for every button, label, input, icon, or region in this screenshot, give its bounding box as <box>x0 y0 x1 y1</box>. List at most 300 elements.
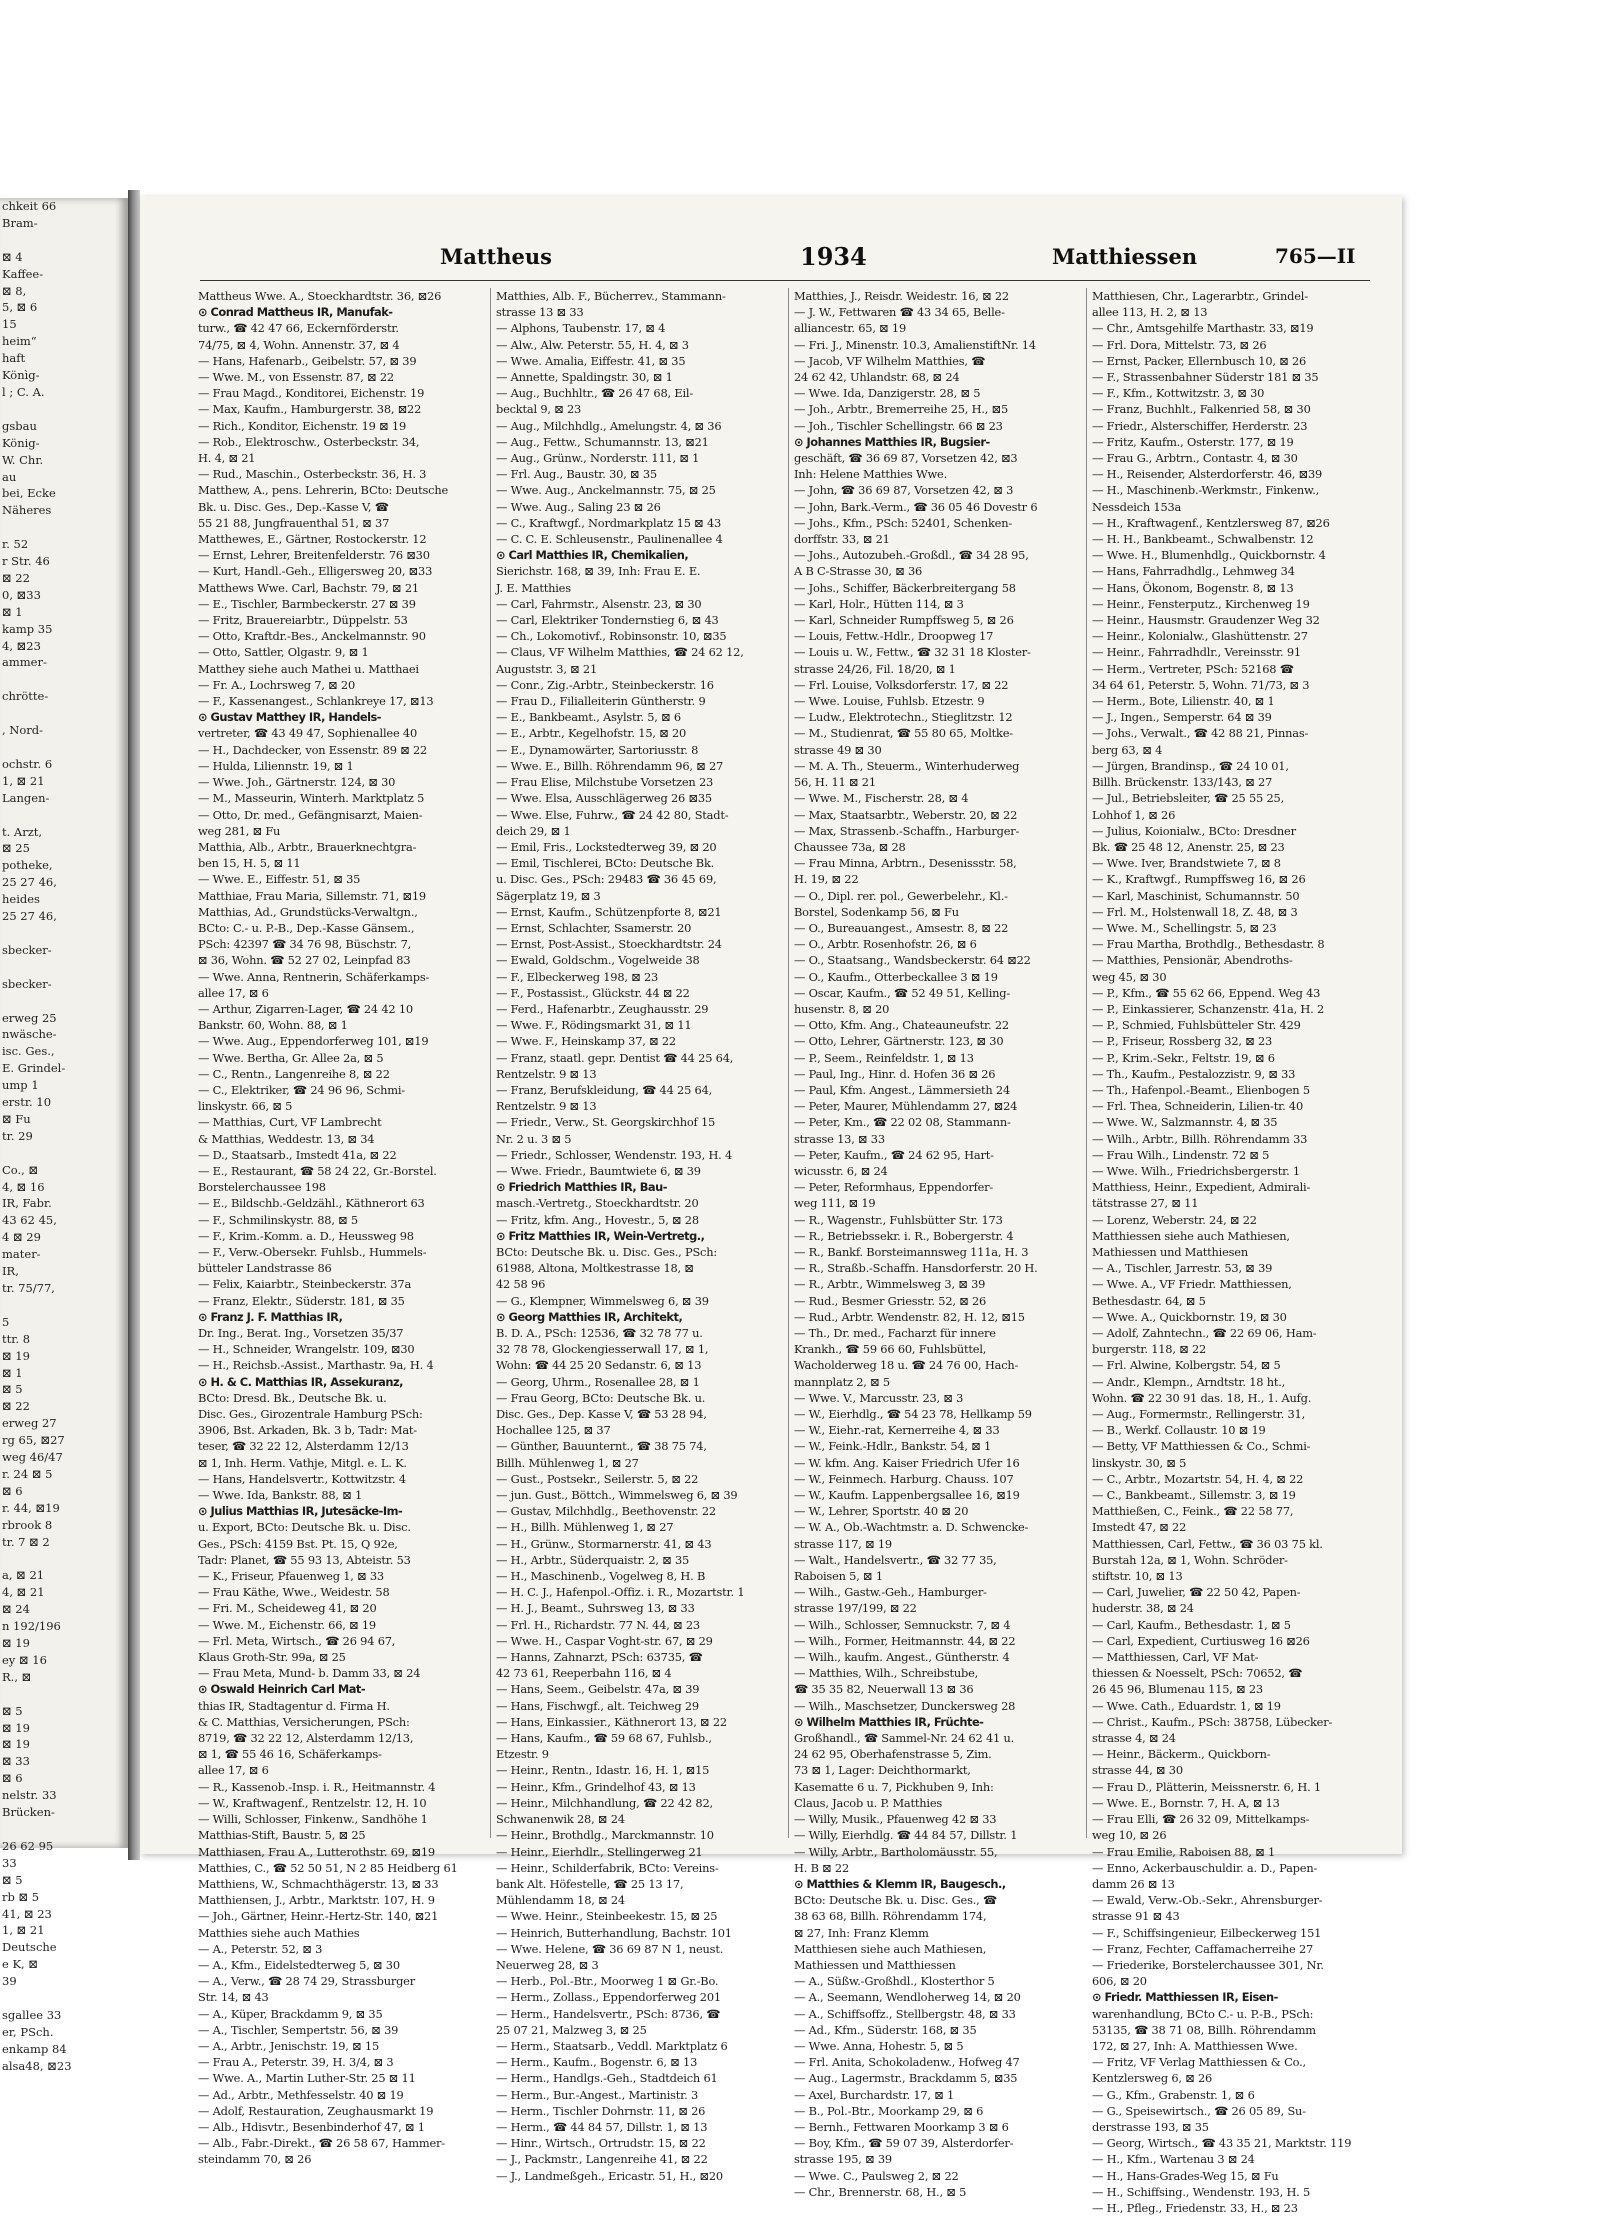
directory-entry-line: — Wwe. V., Marcusstr. 23, ⊠ 3 <box>794 1390 964 1405</box>
directory-entry-line: — Hans, Handelsvertr., Kottwitzstr. 4 <box>198 1471 406 1486</box>
directory-entry-line: ⊙ Julius Matthias IR, Jutesäcke-Im- <box>198 1504 403 1519</box>
previous-page-fragment: ⊠ 33 <box>2 1754 30 1769</box>
directory-entry-line: — F., Schiffsingenieur, Eilbeckerweg 151 <box>1092 1925 1322 1940</box>
directory-entry-line: — Lorenz, Weberstr. 24, ⊠ 22 <box>1092 1212 1257 1227</box>
directory-entry-line: Wohn: ☎ 44 25 20 Sedanstr. 6, ⊠ 13 <box>496 1358 702 1373</box>
directory-entry-line: Matthey siehe auch Mathei u. Matthaei <box>198 661 419 676</box>
previous-page-fragment: Co., ⊠ <box>2 1162 39 1177</box>
directory-entry-line: — Hanns, Zahnarzt, PSch: 63735, ☎ <box>496 1650 703 1665</box>
directory-entry-line: — Emil, Tischlerei, BCto: Deutsche Bk. <box>496 856 715 871</box>
directory-page <box>140 196 1402 2215</box>
directory-entry-line: Matthiasen, Frau A., Lutterothstr. 69, ⊠19 <box>198 1844 435 1859</box>
directory-entry-line: — E., Bankbeamt., Asylstr. 5, ⊠ 6 <box>496 710 681 725</box>
directory-entry-line: Etzestr. 9 <box>496 1747 549 1762</box>
previous-page-fragment: heim“ <box>2 334 37 349</box>
previous-page-fragment: potheke, <box>2 858 53 873</box>
directory-entry-line: — H., Grünw., Stormarnerstr. 41, ⊠ 43 <box>496 1536 712 1551</box>
directory-entry-line: ben 15, H. 5, ⊠ 11 <box>198 856 301 871</box>
directory-entry-line: — J. W., Fettwaren ☎ 43 34 65, Belle- <box>794 305 1005 320</box>
directory-entry-line: — Herm., Staatsarb., Veddl. Marktplatz 6 <box>496 2038 728 2053</box>
directory-entry-line: — Heinr., Kolonialw., Glashüttenstr. 27 <box>1092 629 1308 644</box>
directory-entry-line: — Frl. Thea, Schneiderin, Lilien-tr. 40 <box>1092 1099 1304 1114</box>
directory-entry-line: burgerstr. 118, ⊠ 22 <box>1092 1342 1207 1357</box>
directory-entry-line: Sierichstr. 168, ⊠ 39, Inh: Frau E. E. <box>496 564 701 579</box>
previous-page-fragment: Näheres <box>2 503 52 518</box>
directory-entry-line: — W., Kraftwagenf., Rentzelstr. 12, H. 10 <box>198 1795 427 1810</box>
previous-page-fragment: chkeit 66 <box>2 199 57 213</box>
directory-entry-line: — Frl. Aug., Baustr. 30, ⊠ 35 <box>496 467 657 482</box>
directory-entry-line: — Wwe. A., Quickbornstr. 19, ⊠ 30 <box>1092 1309 1287 1324</box>
directory-entry-line: becktal 9, ⊠ 23 <box>496 402 582 417</box>
previous-page-fragment: König- <box>2 435 40 450</box>
directory-entry-line: — M. A. Th., Steuerm., Winterhuderweg <box>794 758 1020 773</box>
previous-page-fragment: chrötte- <box>2 689 49 704</box>
directory-entry-line: u. Disc. Ges., PSch: 29483 ☎ 36 45 69, <box>496 872 717 887</box>
directory-entry-line: — Otto, Dr. med., Gefängnisarzt, Maien- <box>198 807 423 822</box>
directory-entry-line: — Otto, Kraftdr.-Bes., Anckelmannstr. 90 <box>198 629 426 644</box>
directory-entry-line: — Aug., Lagermstr., Brackdamm 5, ⊠35 <box>794 2071 1018 2086</box>
directory-entry-line: — Hulda, Liliennstr. 19, ⊠ 1 <box>198 758 354 773</box>
directory-entry-line: — Johs., Schiffer, Bäckerbreitergang 58 <box>794 580 1016 595</box>
directory-entry-line: — Wwe. H., Caspar Voght-str. 67, ⊠ 29 <box>496 1633 713 1648</box>
column-1 <box>198 288 483 2167</box>
directory-entry-line: — A., Schiffsoffz., Stellbergstr. 48, ⊠ 33 <box>794 2006 1016 2021</box>
previous-page-fragment: 0, ⊠33 <box>2 587 41 602</box>
directory-entry-line: — E., Dynamowärter, Sartoriusstr. 8 <box>496 742 699 757</box>
directory-entry-line: — Aug., Formermstr., Rellingerstr. 31, <box>1092 1407 1306 1422</box>
previous-page-fragment: tr. 7 ⊠ 2 <box>2 1534 50 1549</box>
directory-entry-line: weg 45, ⊠ 30 <box>1092 969 1167 984</box>
directory-entry-line: — H., Schiffsing., Wendenstr. 193, H. 5 <box>1092 2184 1311 2199</box>
directory-entry-line: — A., Tischler, Sempertstr. 56, ⊠ 39 <box>198 2022 399 2037</box>
directory-entry-line: — Paul, Kfm. Angest., Lämmersieth 24 <box>794 1082 1011 1097</box>
directory-entry-line: — Jacob, VF Wilhelm Matthies, ☎ <box>794 353 986 368</box>
directory-entry-line: B. D. A., PSch: 12536, ☎ 32 78 77 u. <box>496 1326 703 1340</box>
directory-entry-line: — R., Betriebssekr. i. R., Bobergerstr. 4 <box>794 1228 1014 1243</box>
directory-entry-line: — Wwe. W., Salzmannstr. 4, ⊠ 35 <box>1092 1115 1278 1130</box>
directory-entry-line: — C., Elektriker, ☎ 24 96 96, Schmi- <box>198 1082 405 1097</box>
directory-entry-line: 74/75, ⊠ 4, Wohn. Annenstr. 37, ⊠ 4 <box>198 337 400 352</box>
directory-entry-line: — Wwe. Heinr., Steinbeekestr. 15, ⊠ 25 <box>496 1909 718 1924</box>
directory-entry-line: — Friedr., Alsterschiffer, Herderstr. 23 <box>1092 418 1308 433</box>
previous-page-fragment: Bram- <box>2 215 38 230</box>
previous-page-fragment: 39 <box>2 1974 17 1989</box>
directory-entry-line: BCto: Dresd. Bk., Deutsche Bk. u. <box>198 1390 387 1405</box>
directory-entry-line: Kasematte 6 u. 7, Pickhuben 9, Inh: <box>794 1779 994 1794</box>
directory-entry-line: 53135, ☎ 38 71 08, Billh. Röhrendamm <box>1092 2022 1316 2037</box>
directory-entry-line: 172, ⊠ 27, Inh: A. Matthiessen Wwe. <box>1092 2038 1298 2053</box>
directory-entry-line: — Hans, Seem., Geibelstr. 47a, ⊠ 39 <box>496 1682 700 1697</box>
directory-entry-line: dorffstr. 33, ⊠ 21 <box>794 532 890 547</box>
directory-entry-line: geschäft, ☎ 36 69 87, Vorsetzen 42, ⊠3 <box>794 451 1018 466</box>
directory-entry-line: — H., Reisender, Alsterdorferstr. 46, ⊠39 <box>1092 467 1323 482</box>
previous-page-fragment: 5, ⊠ 6 <box>2 300 38 315</box>
directory-entry-line: 56, H. 11 ⊠ 21 <box>794 775 876 790</box>
directory-entry-line: — H., Kraftwagenf., Kentzlersweg 87, ⊠26 <box>1092 515 1330 530</box>
previous-page-fragment: Brücken- <box>2 1805 55 1820</box>
directory-entry-line: — J., Landmeßgeh., Ericastr. 51, H., ⊠20 <box>496 2168 723 2183</box>
previous-page-fragment: ⊠ 24 <box>2 1602 30 1617</box>
directory-entry-line: — Joh., Arbtr., Bremerreihe 25, H., ⊠5 <box>794 402 1009 417</box>
directory-entry-line: Dr. Ing., Berat. Ing., Vorsetzen 35/37 <box>198 1326 404 1340</box>
directory-entry-line: ⊙ Johannes Matthies IR, Bugsier- <box>794 434 990 449</box>
directory-entry-line: — B., Werkf. Collaustr. 10 ⊠ 19 <box>1092 1423 1266 1438</box>
directory-entry-line: — Carl, Juwelier, ☎ 22 50 42, Papen- <box>1092 1585 1301 1600</box>
directory-entry-line: Hochallee 125, ⊠ 37 <box>496 1423 611 1438</box>
directory-entry-line: — Herm., Handelsvertr., PSch: 8736, ☎ <box>496 2006 721 2021</box>
directory-entry-line: — E., Arbtr., Kegelhofstr. 15, ⊠ 20 <box>496 726 687 741</box>
directory-entry-line: — Wwe. E., Eiffestr. 51, ⊠ 35 <box>198 872 361 887</box>
directory-entry-line: — P., Krim.-Sekr., Feltstr. 19, ⊠ 6 <box>1092 1050 1275 1065</box>
directory-entry-line: berg 63, ⊠ 4 <box>1092 742 1163 757</box>
directory-entry-line: huderstr. 38, ⊠ 24 <box>1092 1601 1194 1616</box>
directory-entry-line: 8719, ☎ 32 22 12, Alsterdamm 12/13, <box>198 1731 414 1746</box>
previous-page-fragment <box>0 993 128 1010</box>
directory-entry-line: H. 4, ⊠ 21 <box>198 451 256 466</box>
directory-entry-line: — O., Staatsang., Wandsbeckerstr. 64 ⊠22 <box>794 953 1031 968</box>
directory-entry-line: — R., Arbtr., Wimmelsweg 3, ⊠ 39 <box>794 1277 986 1292</box>
directory-entry-line: Lohhof 1, ⊠ 26 <box>1092 807 1176 822</box>
directory-entry-line: Matthiensen, J., Arbtr., Marktstr. 107, H. 9 <box>198 1893 435 1908</box>
directory-entry-line: ⊠ 1, ☎ 55 46 16, Schäferkamps- <box>198 1747 382 1762</box>
directory-entry-line: — Ernst, Lehrer, Breitenfelderstr. 76 ⊠30 <box>198 548 430 563</box>
directory-entry-line: Mühlendamm 18, ⊠ 24 <box>496 1893 625 1908</box>
directory-entry-line: — O., Dipl. rer. pol., Gewerbelehr., Kl.- <box>794 888 1008 903</box>
directory-entry-line: — Jul., Betriebsleiter, ☎ 25 55 25, <box>1092 791 1285 806</box>
directory-entry-line: ⊙ Georg Matthies IR, Architekt, <box>496 1309 683 1324</box>
directory-entry-line: warenhandlung, BCto C.- u. P.-B., PSch: <box>1092 2006 1314 2021</box>
directory-entry-line: — Otto, Kfm. Ang., Chateauneufstr. 22 <box>794 1018 1009 1033</box>
directory-entry-line: — W., Eierhdlg., ☎ 54 23 78, Hellkamp 59 <box>794 1407 1032 1422</box>
directory-entry-line: 32 78 78, Glockengiesserwall 17, ⊠ 1, <box>496 1342 709 1357</box>
previous-page-fragment: tr. 29 <box>2 1128 33 1143</box>
directory-entry-line: strasse 197/199, ⊠ 22 <box>794 1601 917 1616</box>
previous-page-fragment: r Str. 46 <box>2 554 50 569</box>
directory-entry-line: — A., Kfm., Eidelstedterweg 5, ⊠ 30 <box>198 1957 400 1972</box>
directory-entry-line: Rentzelstr. 9 ⊠ 13 <box>496 1099 597 1114</box>
directory-entry-line: Matthew, A., pens. Lehrerin, BCto: Deutsche <box>198 483 449 498</box>
previous-page-fragment: enkamp 84 <box>2 2041 67 2056</box>
previous-page-fragment: r. 24 ⊠ 5 <box>2 1466 53 1481</box>
column-divider <box>490 288 491 1838</box>
directory-entry-line: — Johs., Verwalt., ☎ 42 88 21, Pinnas- <box>1092 726 1309 741</box>
directory-entry-line: — A., Süßw.-Großhdl., Klosterthor 5 <box>794 1974 995 1989</box>
directory-entry-line: — Wwe. F., Rödingsmarkt 31, ⊠ 11 <box>496 1018 692 1033</box>
directory-entry-line: — Th., Hafenpol.-Beamt., Elienbogen 5 <box>1092 1082 1310 1097</box>
directory-entry-line: ⊙ Friedrich Matthies IR, Bau- <box>496 1180 667 1195</box>
header-rule <box>200 280 1370 281</box>
directory-entry-line: — R., Bankf. Borsteimannsweg 111a, H. 3 <box>794 1244 1029 1259</box>
directory-entry-line: Klaus Groth-Str. 99a, ⊠ 25 <box>198 1650 346 1665</box>
previous-page-fragment: IR, Fabr. <box>2 1196 52 1211</box>
directory-entry-line: — Bernh., Fettwaren Moorkamp 3 ⊠ 6 <box>794 2119 1009 2134</box>
directory-entry-line: — W., Feinmech. Harburg. Chauss. 107 <box>794 1471 1014 1486</box>
directory-entry-line: — Boy, Kfm., ☎ 59 07 39, Alsterdorfer- <box>794 2136 1014 2151</box>
directory-entry-line: Krankh., ☎ 59 66 60, Fuhlsbüttel, <box>794 1342 987 1357</box>
previous-page-fragment: nwäsche- <box>2 1027 57 1042</box>
directory-entry-line: — H., Maschinenb.-Werkmstr., Finkenw., <box>1092 483 1320 498</box>
directory-entry-line: — C., Bankbeamt., Sillemstr. 3, ⊠ 19 <box>1092 1488 1296 1503</box>
directory-entry-line: ☎ 35 35 82, Neuerwall 13 ⊠ 36 <box>794 1682 974 1697</box>
previous-page-fragment: 5 <box>2 1314 10 1329</box>
directory-entry-line: — Johs., Kfm., PSch: 52401, Schenken- <box>794 515 1013 530</box>
directory-entry-line: 38 63 68, Billh. Röhrendamm 174, <box>794 1909 987 1924</box>
directory-entry-line: — R., Wagenstr., Fuhlsbütter Str. 173 <box>794 1212 1003 1227</box>
directory-entry-line: Matthießen, C., Feink., ☎ 22 58 77, <box>1092 1504 1294 1519</box>
directory-entry-line: — Frau Wilh., Lindenstr. 72 ⊠ 5 <box>1092 1147 1270 1162</box>
directory-entry-line: — Adolf, Restauration, Zeughausmarkt 19 <box>198 2103 434 2118</box>
previous-page-fragment: tr. 75/77, <box>2 1281 55 1295</box>
directory-entry-line: linskystr. 66, ⊠ 5 <box>198 1099 293 1114</box>
directory-entry-line: — Max, Strassenb.-Schaffn., Harburger- <box>794 823 1020 838</box>
previous-page-fragment: isc. Ges., <box>2 1044 55 1059</box>
directory-entry-line: — Franz, Berufskleidung, ☎ 44 25 64, <box>496 1082 713 1097</box>
column-4 <box>1092 288 1377 2215</box>
directory-entry-line: — P., Friseur, Rossberg 32, ⊠ 23 <box>1092 1034 1273 1049</box>
directory-entry-line: Str. 14, ⊠ 43 <box>198 1990 269 2005</box>
directory-entry-line: — Matthias, Curt, VF Lambrecht <box>198 1115 382 1130</box>
previous-page-fragment: Deutsche <box>2 1940 57 1955</box>
directory-entry-line: — K., Kraftwgf., Rumpffsweg 16, ⊠ 26 <box>1092 872 1306 887</box>
previous-page-fragment: sbecker- <box>2 976 52 991</box>
directory-entry-line: — Alb., Fabr.-Direkt., ☎ 26 58 67, Hammer- <box>198 2136 445 2151</box>
directory-entry-line: ⊙ Franz J. F. Matthias IR, <box>198 1309 343 1324</box>
directory-entry-line: u. Export, BCto: Deutsche Bk. u. Disc. <box>198 1520 411 1535</box>
previous-page-fragment: 25 27 46, <box>2 909 57 924</box>
previous-page-fragment: Kaffee- <box>2 266 44 281</box>
directory-entry-line: — G., Speisewirtsch., ☎ 26 05 89, Su- <box>1092 2103 1306 2118</box>
directory-entry-line: — Arthur, Zigarren-Lager, ☎ 24 42 10 <box>198 1001 413 1016</box>
directory-entry-line: Wohn. ☎ 22 30 91 das. 18, H., 1. Aufg. <box>1092 1390 1312 1405</box>
previous-page-fragment: a, ⊠ 21 <box>2 1568 45 1583</box>
previous-page-fragment: t. Arzt, <box>2 824 43 839</box>
directory-entry-line: — E., Tischler, Barmbeckerstr. 27 ⊠ 39 <box>198 596 416 611</box>
previous-page-fragment: r. 44, ⊠19 <box>2 1500 60 1515</box>
directory-entry-line: — Heinr., Hausmstr. Graudenzer Weg 32 <box>1092 613 1320 628</box>
directory-entry-line: Matthies, C., ☎ 52 50 51, N 2 85 Heidberg 61 <box>198 1860 458 1875</box>
directory-entry-line: 42 58 96 <box>496 1277 546 1292</box>
directory-entry-line: — Peter, Maurer, Mühlendamm 27, ⊠24 <box>794 1099 1018 1114</box>
directory-entry-line: — Karl, Maschinist, Schumannstr. 50 <box>1092 888 1300 903</box>
directory-entry-line: turw., ☎ 42 47 66, Eckernförderstr. <box>198 321 399 336</box>
directory-entry-line: — Karl, Schneider Rumpffsweg 5, ⊠ 26 <box>794 613 1014 628</box>
directory-entry-line: — K., Friseur, Pfauenweg 1, ⊠ 33 <box>198 1569 384 1584</box>
previous-page-fragment: ⊠ 1 <box>2 604 23 619</box>
directory-entry-line: — Wwe. H., Blumenhdlg., Quickbornstr. 4 <box>1092 548 1326 563</box>
directory-entry-line: ⊙ Matthies & Klemm IR, Baugesch., <box>794 1876 1006 1891</box>
directory-entry-line: — Walt., Handelsvertr., ☎ 32 77 35, <box>794 1552 997 1567</box>
directory-entry-line: — H., Reichsb.-Assist., Marthastr. 9a, H. 4 <box>198 1358 434 1373</box>
directory-entry-line: Matthias-Stift, Baustr. 5, ⊠ 25 <box>198 1828 366 1843</box>
directory-entry-line: ⊠ 1, Inh. Herm. Vathje, Mitgl. e. L. K. <box>198 1455 407 1470</box>
directory-entry-line: — Joh., Gärtner, Heinr.-Hertz-Str. 140, ⊠21 <box>198 1909 439 1924</box>
previous-page-fragment: kamp 35 <box>2 621 53 636</box>
previous-page-fragment: ⊠ 6 <box>2 1771 23 1786</box>
directory-entry-line: linskystr. 30, ⊠ 5 <box>1092 1455 1187 1470</box>
directory-entry-line: — Hans, Fischwgf., alt. Teichweg 29 <box>496 1698 699 1713</box>
previous-page-fragment <box>0 519 128 536</box>
directory-entry-line: — jun. Gust., Böttch., Wimmelsweg 6, ⊠ 39 <box>496 1488 738 1503</box>
previous-page-fragment: ⊠ 6 <box>2 1483 23 1498</box>
directory-entry-line: Matthias, Ad., Grundstücks-Verwaltgn., <box>198 904 418 919</box>
directory-entry-line: — J., Packmstr., Langenreihe 41, ⊠ 22 <box>496 2152 708 2167</box>
directory-entry-line: 24 62 95, Oberhafenstrasse 5, Zim. <box>794 1747 992 1762</box>
previous-page-fragment: W. Chr. <box>2 452 44 467</box>
directory-entry-line: — Claus, VF Wilhelm Matthies, ☎ 24 62 12, <box>496 645 744 660</box>
directory-entry-line: allee 17, ⊠ 6 <box>198 1763 269 1778</box>
directory-entry-line: Chaussee 73a, ⊠ 28 <box>794 839 906 854</box>
directory-entry-line: — Wwe. Ida, Danzigerstr. 28, ⊠ 5 <box>794 386 981 401</box>
directory-entry-line: — Frau G., Arbtrn., Contastr. 4, ⊠ 30 <box>1092 451 1298 466</box>
directory-entry-line: — John, ☎ 36 69 87, Vorsetzen 42, ⊠ 3 <box>794 483 1014 498</box>
directory-entry-line: — Peter, Kaufm., ☎ 24 62 95, Hart- <box>794 1147 994 1162</box>
directory-entry-line: Matthia, Alb., Arbtr., Brauerknechtgra- <box>198 839 417 854</box>
directory-entry-line: — Conr., Zig.-Arbtr., Steinbeckerstr. 16 <box>496 677 714 692</box>
directory-entry-line: Borstelerchaussee 198 <box>198 1180 326 1195</box>
directory-entry-line: — Heinr., Fahrradhdlr., Vereinsstr. 91 <box>1092 645 1301 660</box>
directory-entry-line: — A., Verw., ☎ 28 74 29, Strassburger <box>198 1974 415 1989</box>
previous-page-fragment <box>0 925 128 942</box>
previous-page-fragment: n 192/196 <box>2 1619 61 1634</box>
previous-page-fragment: Könìg- <box>2 368 40 383</box>
directory-entry-line: — Frau Georg, BCto: Deutsche Bk. u. <box>496 1390 706 1405</box>
directory-entry-line: Billh. Brückenstr. 133/143, ⊠ 27 <box>1092 775 1273 790</box>
directory-entry-line: — Willi, Schlosser, Finkenw., Sandhöhe 1 <box>198 1812 428 1827</box>
directory-entry-line: — Louis u. W., Fettw., ☎ 32 31 18 Kloster- <box>794 645 1031 660</box>
previous-page-fragment: sgallee 33 <box>2 2007 62 2022</box>
previous-page-fragment: 1, ⊠ 21 <box>2 1923 45 1938</box>
directory-entry-line: — H., Arbtr., Süderquaistr. 2, ⊠ 35 <box>496 1552 690 1567</box>
directory-entry-line: — Frau Meta, Mund- b. Damm 33, ⊠ 24 <box>198 1666 421 1681</box>
directory-entry-line: Matthies siehe auch Mathies <box>198 1925 360 1940</box>
directory-entry-line: — Wwe. Else, Fuhrw., ☎ 24 42 80, Stadt- <box>496 807 729 822</box>
directory-entry-line: — Aug., Grünw., Norderstr. 111, ⊠ 1 <box>496 451 700 466</box>
directory-entry-line: — Frau Minna, Arbtrn., Desenissstr. 58, <box>794 856 1017 871</box>
previous-page-fragment: 4, ⊠ 16 <box>2 1179 45 1194</box>
previous-page-fragment: ammer- <box>2 655 47 670</box>
directory-entry-line: — Wwe. A., Martin Luther-Str. 25 ⊠ 11 <box>198 2071 416 2086</box>
directory-entry-line: — Oscar, Kaufm., ☎ 52 49 51, Kelling- <box>794 985 1011 1000</box>
column-2 <box>496 288 781 2183</box>
directory-entry-line: — W., Lehrer, Sportstr. 40 ⊠ 20 <box>794 1504 969 1519</box>
column-divider <box>1086 288 1087 1838</box>
directory-entry-line: — Frau Elise, Milchstube Vorsetzen 23 <box>496 775 714 790</box>
directory-entry-line: — Fritz, Brauereiarbtr., Düppelstr. 53 <box>198 613 408 628</box>
directory-entry-line: — Kurt, Handl.-Geh., Elligersweg 20, ⊠33 <box>198 564 433 579</box>
previous-page-fragment: ⊠ 22 <box>2 570 30 585</box>
directory-entry-line: mannplatz 2, ⊠ 5 <box>794 1374 890 1389</box>
previous-page-fragment <box>0 401 128 418</box>
directory-entry-line: — Heinr., Milchhandlung, ☎ 22 42 82, <box>496 1795 713 1810</box>
directory-entry-line: — Ad., Kfm., Süderstr. 168, ⊠ 35 <box>794 2022 977 2037</box>
directory-entry-line: thiessen & Noesselt, PSch: 70652, ☎ <box>1092 1666 1303 1681</box>
directory-entry-line: — Aug., Buchhltr., ☎ 26 47 68, Eil- <box>496 386 693 401</box>
directory-entry-line: — Willy, Musik., Pfauenweg 42 ⊠ 33 <box>794 1812 997 1827</box>
previous-page-fragment: 4, ⊠ 21 <box>2 1585 45 1600</box>
directory-entry-line: — H. C. J., Hafenpol.-Offiz. i. R., Mozartstr. 1 <box>496 1585 745 1600</box>
directory-entry-line: — F., Schmilinskystr. 88, ⊠ 5 <box>198 1212 358 1227</box>
directory-entry-line: — Hans, Einkassier., Käthnerort 13, ⊠ 22 <box>496 1714 727 1729</box>
directory-entry-line: Borstel, Sodenkamp 56, ⊠ Fu <box>794 904 959 919</box>
directory-entry-line: Mathiessen und Matthiessen <box>794 1957 956 1972</box>
previous-page-fragment: e K, ⊠ <box>2 1957 38 1972</box>
previous-page-fragment: l ; C. A. <box>2 384 45 399</box>
directory-entry-line: — Christ., Kaufm., PSch: 38758, Lübecker- <box>1092 1714 1333 1729</box>
previous-page-fragment <box>0 705 128 722</box>
directory-entry-line: Nr. 2 u. 3 ⊠ 5 <box>496 1131 572 1146</box>
previous-page-fragment <box>0 959 128 976</box>
directory-entry-line: — Friedr., Verw., St. Georgskirchhof 15 <box>496 1115 716 1130</box>
directory-entry-line: stiftstr. 10, ⊠ 13 <box>1092 1569 1183 1584</box>
directory-entry-line: — M., Masseurin, Winterh. Marktplatz 5 <box>198 791 425 806</box>
directory-entry-line: — Adolf, Zahntechn., ☎ 22 69 06, Ham- <box>1092 1326 1317 1340</box>
directory-entry-line: — Joh., Tischler Schellingstr. 66 ⊠ 23 <box>794 418 1003 433</box>
directory-entry-line: — Wwe. Anna, Hohestr. 5, ⊠ 5 <box>794 2038 964 2053</box>
header-year: 1934 <box>800 242 867 271</box>
previous-page-fragment: ⊠ 19 <box>2 1348 30 1363</box>
previous-page-fragment <box>0 739 128 756</box>
directory-entry-line: — O., Bureauangest., Amsestr. 8, ⊠ 22 <box>794 920 1009 935</box>
directory-entry-line: — Fritz, Kaufm., Osterstr. 177, ⊠ 19 <box>1092 434 1294 449</box>
directory-entry-line: Wacholderweg 18 u. ☎ 24 76 00, Hach- <box>794 1358 1019 1373</box>
previous-page-fragment: 1, ⊠ 21 <box>2 773 45 788</box>
directory-entry-line: — Paul, Ing., Hinr. d. Hofen 36 ⊠ 26 <box>794 1066 996 1081</box>
previous-page-fragment: 41, ⊠ 23 <box>2 1906 52 1921</box>
directory-entry-line: — H., Hans-Grades-Weg 15, ⊠ Fu <box>1092 2168 1279 2183</box>
directory-entry-line: — Louis, Fettw.-Hdlr., Droopweg 17 <box>794 629 994 644</box>
directory-entry-line: — Peter, Reformhaus, Eppendorfer- <box>794 1180 994 1195</box>
directory-entry-line: — Fr. A., Lochrsweg 7, ⊠ 20 <box>198 677 356 692</box>
directory-entry-line: — Johs., Autozubeh.-Großdl., ☎ 34 28 95, <box>794 548 1029 563</box>
directory-entry-line: — Frl. M., Holstenwall 18, Z. 48, ⊠ 3 <box>1092 904 1298 919</box>
directory-entry-line: Nessdeich 153a <box>1092 499 1182 514</box>
directory-entry-line: 55 21 88, Jungfrauenthal 51, ⊠ 37 <box>198 515 390 530</box>
directory-entry-line: — Wwe. Wilh., Friedrichsbergerstr. 1 <box>1092 1163 1300 1178</box>
directory-entry-line: — Herb., Pol.-Btr., Moorweg 1 ⊠ Gr.-Bo. <box>496 1974 719 1989</box>
directory-entry-line: — Herm., Zollass., Eppendorferweg 201 <box>496 1990 721 2005</box>
directory-entry-line: — Peter, Km., ☎ 22 02 08, Stammann- <box>794 1115 1011 1130</box>
directory-entry-line: damm 26 ⊠ 13 <box>1092 1876 1175 1891</box>
directory-entry-line: & C. Matthias, Versicherungen, PSch: <box>198 1714 410 1729</box>
directory-entry-line: Großhandl., ☎ Sammel-Nr. 24 62 41 u. <box>794 1731 1015 1746</box>
directory-entry-line: — Wwe. Aug., Eppendorferweg 101, ⊠19 <box>198 1034 429 1049</box>
directory-entry-line: — Wwe. A., VF Friedr. Matthiessen, <box>1092 1277 1292 1292</box>
directory-entry-line: — Franz, staatl. gepr. Dentist ☎ 44 25 64, <box>496 1050 734 1065</box>
directory-entry-line: BCto: Deutsche Bk. u. Disc. Ges., ☎ <box>794 1893 997 1908</box>
directory-entry-line: — Rich., Konditor, Eichenstr. 19 ⊠ 19 <box>198 418 406 433</box>
directory-entry-line: — C., Kraftwgf., Nordmarkplatz 15 ⊠ 43 <box>496 515 722 530</box>
directory-entry-line: — Herm., Kaufm., Bogenstr. 6, ⊠ 13 <box>496 2055 698 2070</box>
directory-entry-line: — Andr., Klempn., Arndtstr. 18 ht., <box>1092 1374 1286 1389</box>
previous-page-fragment: , Nord- <box>2 723 44 738</box>
directory-entry-line: — Rud., Maschin., Osterbeckstr. 36, H. 3 <box>198 467 427 482</box>
directory-entry-line: — F., Krim.-Komm. a. D., Heussweg 98 <box>198 1228 414 1243</box>
previous-page-fragment: r. 52 <box>2 537 29 552</box>
directory-entry-line: weg 281, ⊠ Fu <box>198 823 281 838</box>
directory-entry-line: Matthewes, E., Gärtner, Rostockerstr. 12 <box>198 532 427 547</box>
directory-entry-line: — Frau D., Plätterin, Meissnerstr. 6, H. 1 <box>1092 1779 1321 1794</box>
directory-entry-line: Mattheus Wwe. A., Stoeckhardtstr. 36, ⊠26 <box>198 289 442 303</box>
directory-entry-line: 34 64 61, Peterstr. 5, Wohn. 71/73, ⊠ 3 <box>1092 677 1310 692</box>
directory-entry-line: — Jürgen, Brandinsp., ☎ 24 10 01, <box>1092 758 1289 773</box>
previous-page-edge <box>0 198 128 2073</box>
directory-entry-line: Auguststr. 3, ⊠ 21 <box>496 661 598 676</box>
directory-entry-line: Inh: Helene Matthies Wwe. <box>794 467 948 482</box>
directory-entry-line: strasse 13, ⊠ 33 <box>794 1131 885 1146</box>
directory-entry-line: — Fri. J., Minenstr. 10.3, AmalienstiftNr. 14 <box>794 337 1036 352</box>
directory-entry-line: Mathiessen und Matthiesen <box>1092 1244 1248 1259</box>
directory-entry-line: bütteler Landstrasse 86 <box>198 1261 332 1276</box>
